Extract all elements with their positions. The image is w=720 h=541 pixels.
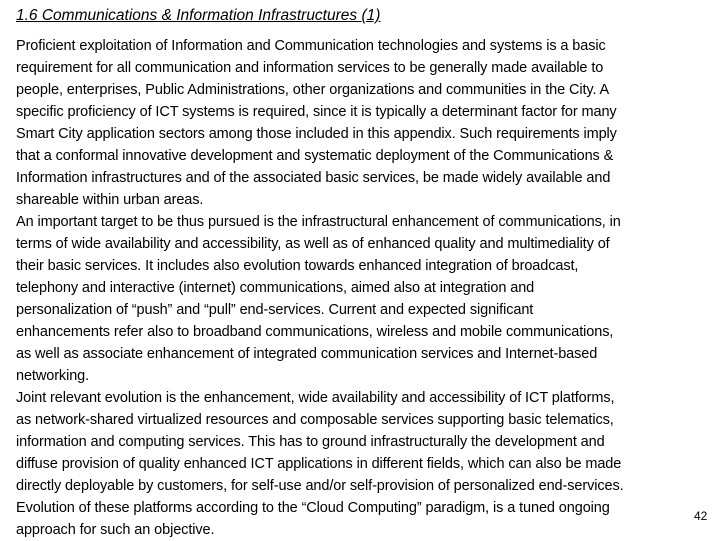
body-line: shareable within urban areas. — [16, 192, 204, 208]
body-line: enhancements refer also to broadband communications, wireless and mobile communications, — [16, 324, 614, 340]
body-line: information and computing services. This has to ground infrastructurally the development and — [16, 434, 605, 450]
body-line: approach for such an objective. — [16, 522, 215, 538]
body-line: as network-shared virtualized resources and composable services supporting basic telematics, — [16, 412, 614, 428]
body-line: Smart City application sectors among those included in this appendix. Such requirements imply — [16, 126, 617, 142]
body-line: specific proficiency of ICT systems is required, since it is typically a determinant factor for many — [16, 104, 617, 120]
body-line: their basic services. It includes also evolution towards enhanced integration of broadcast, — [16, 258, 579, 274]
body-line: Proficient exploitation of Information and Communication technologies and systems is a basic — [16, 38, 606, 54]
body-line: terms of wide availability and accessibility, as well as of enhanced quality and multimediality of — [16, 236, 610, 252]
body-line: personalization of “push” and “pull” end-services. Current and expected significant — [16, 302, 534, 318]
body-line: telephony and interactive (internet) communications, aimed also at integration and — [16, 280, 535, 296]
slide-title: 1.6 Communications & Information Infrastructures (1) — [16, 7, 381, 24]
page-number: 42 — [694, 509, 708, 523]
body-line: diffuse provision of quality enhanced ICT applications in different fields, which can also be made — [16, 456, 622, 472]
body-line: people, enterprises, Public Administrations, other organizations and communities in the City. A — [16, 82, 610, 98]
body-line: that a conformal innovative development and systematic deployment of the Communications & — [16, 148, 614, 164]
slide-body — [16, 35, 706, 541]
body-line: An important target to be thus pursued is the infrastructural enhancement of communications, in — [16, 214, 621, 230]
body-line: directly deployable by customers, for self-use and/or self-provision of personalized end-services. — [16, 478, 624, 494]
body-line: Evolution of these platforms according to the “Cloud Computing” paradigm, is a tuned ongoing — [16, 500, 610, 516]
body-line: as well as associate enhancement of integrated communication services and Internet-based — [16, 346, 598, 362]
body-line: requirement for all communication and information services to be generally made available to — [16, 60, 604, 76]
body-line: Information infrastructures and of the associated basic services, be made widely available and — [16, 170, 611, 186]
body-line: networking. — [16, 368, 90, 384]
body-line: Joint relevant evolution is the enhancement, wide availability and accessibility of ICT platforms, — [16, 390, 615, 406]
